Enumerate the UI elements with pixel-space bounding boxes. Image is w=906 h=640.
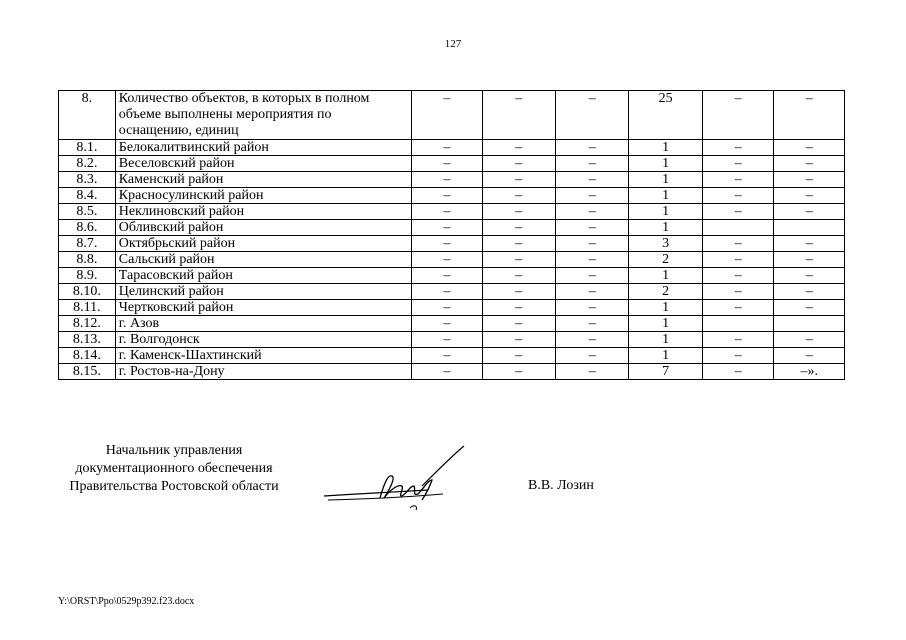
row-value: 1	[629, 268, 703, 284]
row-value: –	[482, 284, 555, 300]
row-value: 2	[629, 284, 703, 300]
row-value: 1	[629, 300, 703, 316]
row-number: 8.3.	[59, 172, 116, 188]
row-value: –	[702, 252, 773, 268]
row-name: г. Азов	[115, 316, 411, 332]
row-name: Целинский район	[115, 284, 411, 300]
row-value: –	[702, 284, 773, 300]
row-number: 8.	[59, 91, 116, 140]
table-row	[59, 316, 845, 332]
table-row	[59, 172, 845, 188]
row-value: –	[774, 268, 845, 284]
row-name: Неклиновский район	[115, 204, 411, 220]
row-value: –	[702, 156, 773, 172]
row-value: 1	[629, 348, 703, 364]
row-value: –	[482, 316, 555, 332]
row-value: 1	[629, 188, 703, 204]
row-value: –	[555, 284, 628, 300]
row-value: –	[482, 172, 555, 188]
row-number: 8.13.	[59, 332, 116, 348]
row-value: –	[555, 364, 628, 380]
row-value: –	[412, 188, 482, 204]
row-value	[702, 316, 773, 332]
row-value: –	[412, 300, 482, 316]
row-value: –	[482, 364, 555, 380]
row-value: –	[412, 252, 482, 268]
row-value: –	[412, 364, 482, 380]
data-table	[58, 90, 845, 380]
table-row	[59, 348, 845, 364]
row-number: 8.11.	[59, 300, 116, 316]
row-name: Сальский район	[115, 252, 411, 268]
row-number: 8.8.	[59, 252, 116, 268]
row-name: Тарасовский район	[115, 268, 411, 284]
row-value: –	[555, 204, 628, 220]
row-name: Обливский район	[115, 220, 411, 236]
row-value: –	[702, 91, 773, 140]
table-row	[59, 204, 845, 220]
row-value: –	[774, 252, 845, 268]
table-row	[59, 236, 845, 252]
row-value	[702, 220, 773, 236]
row-value: –	[482, 252, 555, 268]
row-value: –	[482, 220, 555, 236]
row-value: –	[482, 156, 555, 172]
table-row	[59, 252, 845, 268]
row-number: 8.5.	[59, 204, 116, 220]
row-name: Чертковский район	[115, 300, 411, 316]
row-value: –	[412, 204, 482, 220]
row-value: –	[555, 268, 628, 284]
row-value: –	[482, 188, 555, 204]
table-row	[59, 284, 845, 300]
row-value: –	[555, 91, 628, 140]
row-value: –».	[774, 364, 845, 380]
row-value: –	[482, 268, 555, 284]
row-number: 8.15.	[59, 364, 116, 380]
row-value: –	[482, 236, 555, 252]
signer-name: В.В. Лозин	[528, 478, 594, 493]
row-value: –	[774, 284, 845, 300]
row-value: –	[555, 172, 628, 188]
row-name: Веселовский район	[115, 156, 411, 172]
row-value: 1	[629, 172, 703, 188]
row-value: 1	[629, 316, 703, 332]
row-value: –	[482, 204, 555, 220]
row-value: –	[412, 156, 482, 172]
row-value: –	[555, 220, 628, 236]
row-name: Количество объектов, в которых в полном объеме выполнены мероприятия по оснащению, единиц	[115, 91, 411, 140]
row-value: –	[555, 300, 628, 316]
row-number: 8.6.	[59, 220, 116, 236]
handwritten-signature	[318, 440, 478, 520]
table-row	[59, 140, 845, 156]
row-value: –	[482, 140, 555, 156]
row-value: –	[412, 220, 482, 236]
row-value	[774, 220, 845, 236]
row-value: 7	[629, 364, 703, 380]
row-value: –	[702, 300, 773, 316]
row-value: –	[702, 204, 773, 220]
row-value: –	[774, 172, 845, 188]
row-value: 1	[629, 332, 703, 348]
row-value: 3	[629, 236, 703, 252]
row-value: 1	[629, 156, 703, 172]
table-row	[59, 188, 845, 204]
row-value: –	[774, 140, 845, 156]
table-row	[59, 268, 845, 284]
row-value: 1	[629, 220, 703, 236]
row-value: –	[412, 140, 482, 156]
row-value: –	[702, 348, 773, 364]
table-row	[59, 156, 845, 172]
table-row	[59, 332, 845, 348]
row-value: –	[412, 268, 482, 284]
row-value: –	[774, 236, 845, 252]
row-value: –	[482, 300, 555, 316]
row-value: 1	[629, 204, 703, 220]
row-value: –	[412, 91, 482, 140]
row-value: –	[555, 252, 628, 268]
row-number: 8.14.	[59, 348, 116, 364]
row-value: 1	[629, 140, 703, 156]
row-value: 25	[629, 91, 703, 140]
signatory-line-2: документационного обеспечения	[75, 461, 273, 476]
row-value: –	[482, 332, 555, 348]
row-name: Каменский район	[115, 172, 411, 188]
row-value: –	[482, 91, 555, 140]
table-row	[59, 364, 845, 380]
row-value: –	[774, 188, 845, 204]
row-name: Октябрьский район	[115, 236, 411, 252]
row-name: г. Каменск-Шахтинский	[115, 348, 411, 364]
row-value: –	[774, 156, 845, 172]
row-value: –	[412, 284, 482, 300]
row-name: г. Волгодонск	[115, 332, 411, 348]
page-number: 127	[444, 38, 462, 50]
row-name: Белокалитвинский район	[115, 140, 411, 156]
row-value: –	[412, 236, 482, 252]
row-number: 8.1.	[59, 140, 116, 156]
file-path: Y:\ORST\Ppo\0529p392.f23.docx	[58, 596, 195, 607]
table-row	[59, 300, 845, 316]
row-value: –	[555, 140, 628, 156]
row-value: –	[702, 236, 773, 252]
table-row-header	[59, 91, 845, 140]
row-value	[774, 316, 845, 332]
row-value: –	[702, 172, 773, 188]
row-name: г. Ростов-на-Дону	[115, 364, 411, 380]
row-value: –	[774, 332, 845, 348]
row-value: 2	[629, 252, 703, 268]
row-value: –	[555, 156, 628, 172]
row-value: –	[555, 188, 628, 204]
row-number: 8.10.	[59, 284, 116, 300]
row-value: –	[412, 172, 482, 188]
row-number: 8.12.	[59, 316, 116, 332]
row-value: –	[702, 140, 773, 156]
row-value: –	[702, 188, 773, 204]
row-number: 8.2.	[59, 156, 116, 172]
row-value: –	[412, 316, 482, 332]
row-value: –	[555, 236, 628, 252]
signatory-title	[58, 442, 290, 496]
row-value: –	[774, 91, 845, 140]
row-value: –	[702, 364, 773, 380]
row-value: –	[774, 300, 845, 316]
row-value: –	[555, 316, 628, 332]
signatory-line-3: Правительства Ростовской области	[69, 479, 279, 494]
row-name: Красносулинский район	[115, 188, 411, 204]
row-number: 8.9.	[59, 268, 116, 284]
row-value: –	[412, 348, 482, 364]
row-value: –	[555, 332, 628, 348]
row-number: 8.4.	[59, 188, 116, 204]
row-value: –	[774, 204, 845, 220]
row-value: –	[702, 268, 773, 284]
signatory-line-1: Начальник управления	[105, 443, 243, 458]
row-value: –	[555, 348, 628, 364]
row-value: –	[412, 332, 482, 348]
row-number: 8.7.	[59, 236, 116, 252]
row-value: –	[774, 348, 845, 364]
table-row	[59, 220, 845, 236]
row-value: –	[702, 332, 773, 348]
row-value: –	[482, 348, 555, 364]
